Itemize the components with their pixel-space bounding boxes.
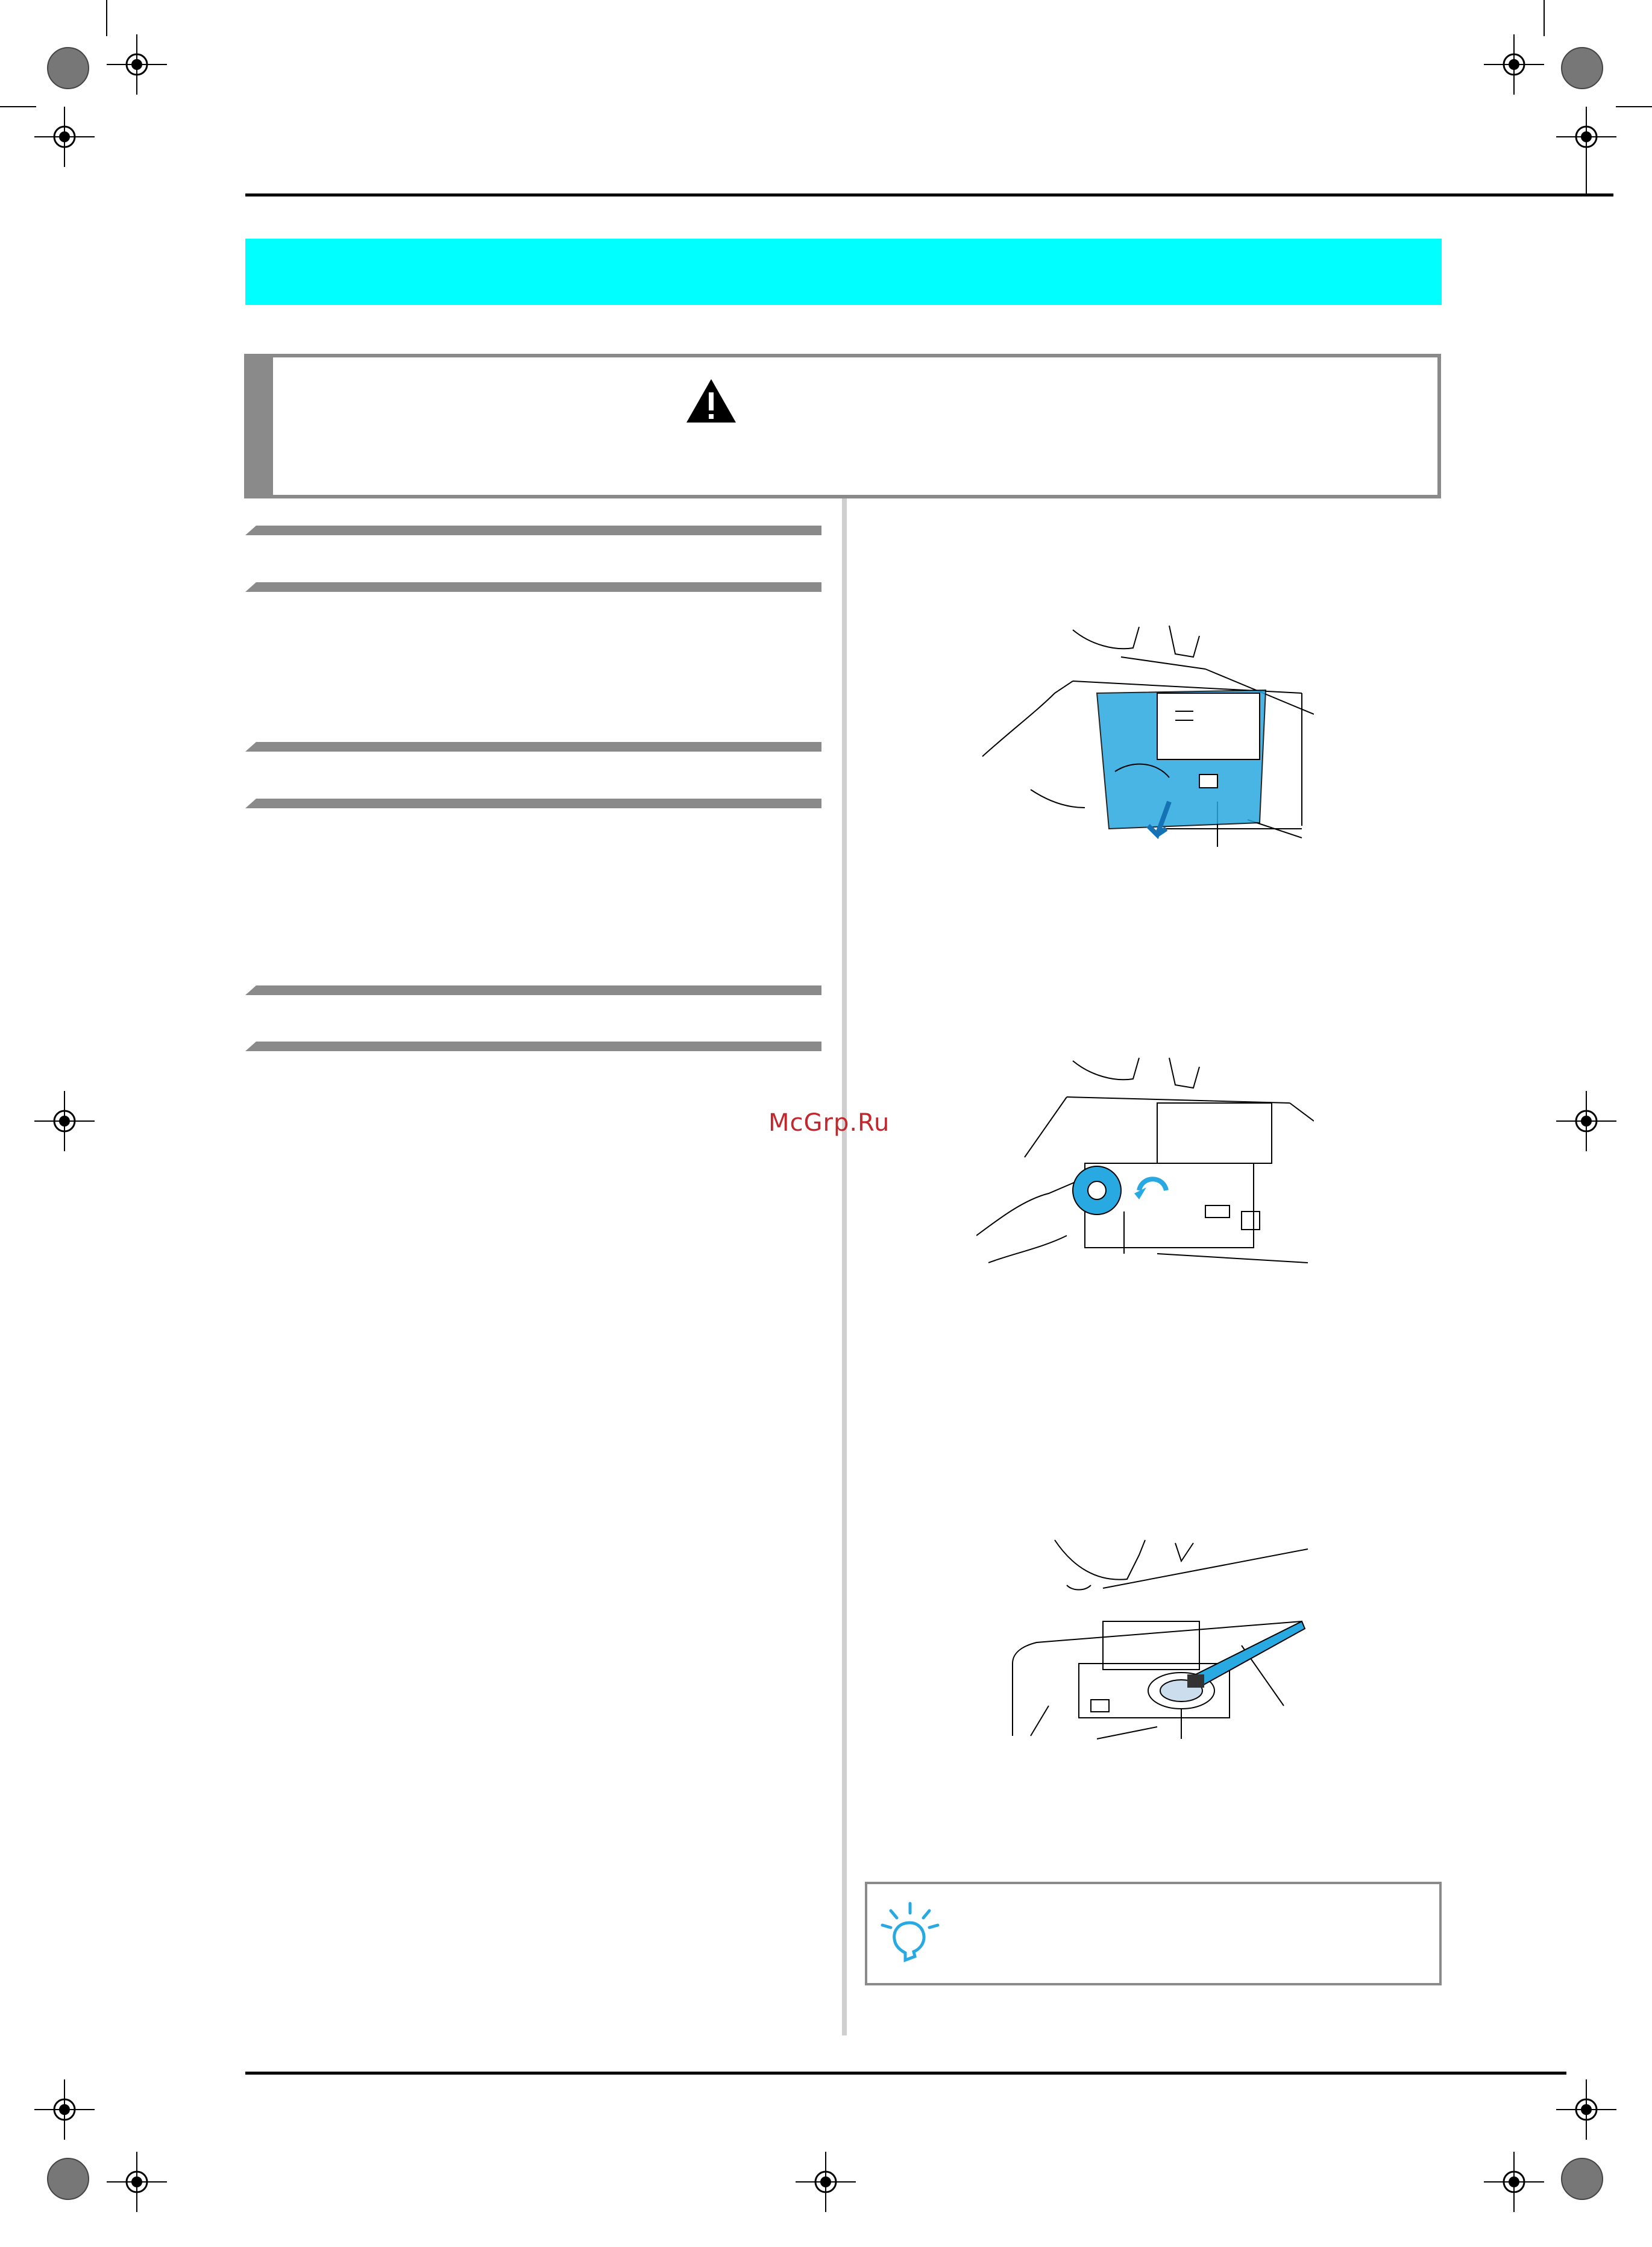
warning-triangle-icon — [684, 377, 738, 425]
lightbulb-note-icon — [880, 1899, 940, 1965]
note-box — [865, 1882, 1442, 1985]
watermark: McGrp.Ru — [768, 1109, 890, 1137]
caution-box-side-bar — [244, 354, 273, 498]
header-rule — [245, 193, 1613, 196]
figure-clean-race-with-brush — [976, 1531, 1314, 1760]
column-divider — [842, 498, 847, 2035]
section-bar-1 — [245, 526, 821, 535]
section-bar-3 — [245, 742, 821, 752]
figure-remove-bobbin-case — [976, 1055, 1314, 1284]
section-title-band — [245, 239, 1442, 305]
caution-box — [244, 354, 1441, 498]
section-bar-4 — [245, 799, 821, 808]
figure-remove-needle-plate-cover — [976, 621, 1314, 850]
footer-rule — [245, 2072, 1566, 2075]
section-bar-5 — [245, 985, 821, 995]
section-bar-6 — [245, 1042, 821, 1051]
section-bar-2 — [245, 582, 821, 592]
